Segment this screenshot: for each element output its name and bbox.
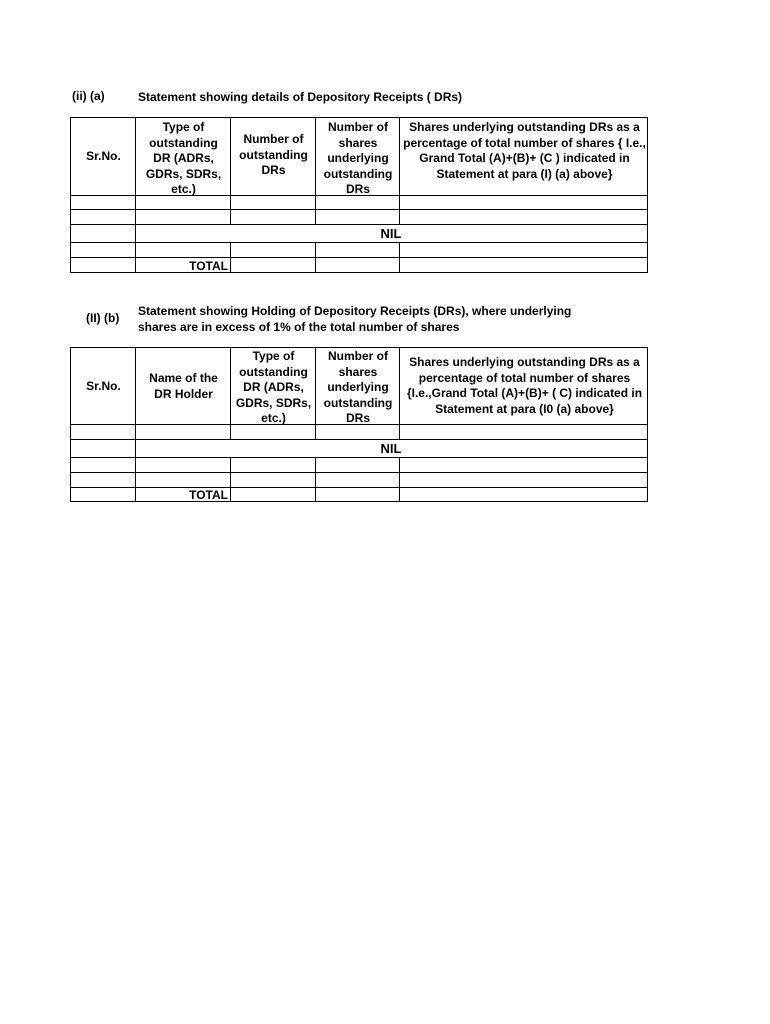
table-a-row-line (71, 242, 647, 243)
table-b-col-line (399, 348, 400, 439)
section-b-label: (II) (b) (86, 311, 120, 325)
table-a-col-line (399, 242, 400, 272)
table-b-header-percentage: Shares underlying outstanding DRs as a percentage of total number of shares {I.e.,Grand Total (A)+(B)+ ( C) indicated in Statement at para (I0 (a) above} (406, 355, 643, 416)
table-b-col-line (230, 348, 231, 439)
table-b-header-holder-name: Name of the DR Holder (149, 371, 218, 401)
table-a-total: TOTAL (189, 259, 228, 273)
table-b-col-line (315, 348, 316, 439)
table-b (70, 347, 648, 502)
table-a-col-line (399, 118, 400, 224)
table-b-nil: NIL (380, 441, 402, 456)
table-a-row-line (71, 195, 647, 196)
table-b-header-type: Type of outstanding DR (ADRs, GDRs, SDRs, etc.) (235, 349, 312, 425)
table-a-col-line (315, 242, 316, 272)
table-b-col-line (230, 457, 231, 501)
section-a-label: (ii) (a) (72, 89, 105, 103)
table-a-col-line (230, 242, 231, 272)
section-b-title-line1: Statement showing Holding of Depository Receipts (DRs), where underlying (138, 304, 572, 318)
section-b-title-line2: shares are in excess of 1% of the total number of shares (138, 320, 460, 334)
table-a-row-line (71, 209, 647, 210)
table-a-col-line (135, 118, 136, 272)
table-a (70, 117, 648, 273)
table-a-col-line (315, 118, 316, 224)
table-a-header-percentage: Shares underlying outstanding DRs as a percentage of total number of shares { I.e., Grand Total (A)+(B)+ (C ) indicated in Statement at para (I) (a) above} (403, 120, 646, 181)
table-b-total: TOTAL (189, 488, 228, 502)
table-b-header-srno: Sr.No. (86, 379, 121, 393)
table-b-col-line (135, 348, 136, 501)
table-a-col-line (230, 118, 231, 224)
table-a-header-srno: Sr.No. (86, 149, 121, 163)
section-a-title: Statement showing details of Depository Receipts ( DRs) (138, 90, 463, 104)
table-b-col-line (399, 457, 400, 501)
table-b-row-line (71, 424, 647, 425)
table-b-row-line (71, 439, 647, 440)
table-b-row-line (71, 472, 647, 473)
table-a-nil: NIL (380, 226, 402, 241)
table-a-header-number-drs: Number of outstanding DRs (239, 132, 308, 177)
table-a-row-line (71, 224, 647, 225)
table-a-row-line (71, 257, 647, 258)
table-b-col-line (315, 457, 316, 501)
table-b-header-number-shares: Number of shares underlying outstanding DRs (323, 349, 393, 425)
table-a-header-number-shares: Number of shares underlying outstanding DRs (323, 120, 393, 196)
table-a-header-type: Type of outstanding DR (ADRs, GDRs, SDRs, etc.) (145, 120, 222, 196)
table-b-row-line (71, 457, 647, 458)
